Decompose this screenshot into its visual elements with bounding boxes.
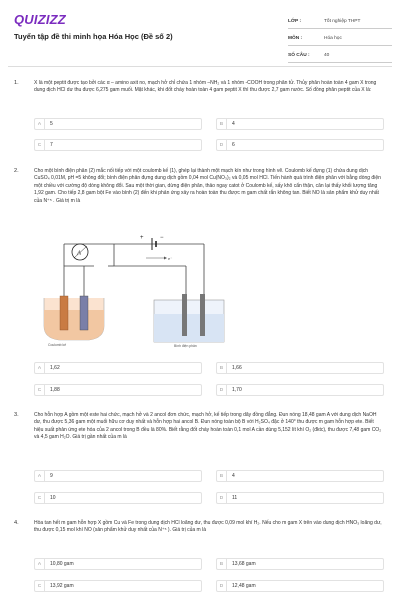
electrolysis-diagram (34, 228, 244, 348)
question-number: 1. (14, 80, 19, 86)
electrode-left (60, 296, 68, 330)
meta-row-subject (288, 31, 392, 46)
question-text: Cho một bình điện phân (2) mắc nối tiếp với một coulomb kế (1), ghép lại thành một mạch kín như trong hình vẽ. Coulomb kế đựng (1) chứa dung dịch CuSO₄ 0,01M, pH =5 không đổi; bình điện phân đựng dung dịch gồm 0,04 mol Cu(NO₃)₂ và 0,05 mol HCl. Tiến hành quá trình điện phân với bằng dòng điện một chiều với cường độ dòng không đổi. Sau một thời gian, dừng điện phân, thảo ngay catot ở Coulomb kế, sấy khô cẩn thận, cân lại thấy khối lượng tăng 1,92 gam. Cho tiếp 2,8 gam bột Fe vào bình (2) đến khi phản ứng xảy ra hoàn toàn thu được m gam chất rắn không tan. Biết NO là sản phẩm khử duy nhất của N⁺⁵ . Giá trị m là (34, 168, 381, 204)
option-text: 7 (50, 142, 53, 148)
option-letter: C (35, 492, 45, 504)
option-text: 1,88 (50, 387, 60, 393)
option-text: 1,66 (232, 365, 242, 371)
option-c[interactable] (34, 139, 202, 151)
option-letter: B (217, 362, 227, 374)
option-letter: D (217, 139, 227, 151)
cell-electrode-left (182, 294, 187, 336)
meta-label: SỐ CÂU : (288, 52, 310, 58)
meta-row-count (288, 48, 392, 63)
question-number: 2. (14, 168, 19, 174)
option-text: 4 (232, 473, 235, 479)
question-number: 4. (14, 520, 19, 526)
option-text: 10 (50, 495, 56, 501)
option-letter: C (35, 580, 45, 592)
cell-electrode-right (200, 294, 205, 336)
option-letter: C (35, 384, 45, 396)
option-letter: A (35, 470, 45, 482)
header-divider (8, 66, 392, 67)
option-text: 6 (232, 142, 235, 148)
option-b[interactable] (216, 558, 384, 570)
option-text: 13,68 gam (232, 561, 256, 567)
option-a[interactable] (34, 558, 202, 570)
option-text: 13,92 gam (50, 583, 74, 589)
option-text: 1,70 (232, 387, 242, 393)
question-text: X là một peptit được tạo bởi các α – amino axit no, mạch hở chỉ chứa 1 nhóm –NH₂ và 1 nhóm -COOH trong phân tử. Thủy phân hoàn toàn 4 gam X trong dung dịch HCl dư thu được 6,275 gam muối. Mặt khác, khi đốt cháy hoàn toàn 4 gam peptit X thì thu được 2,7 gam nước. Số đồng phân peptit của X là: (34, 80, 377, 94)
option-letter: A (35, 558, 45, 570)
option-b[interactable] (216, 470, 384, 482)
svg-text:+: + (140, 235, 144, 241)
option-a[interactable] (34, 470, 202, 482)
option-letter: D (217, 580, 227, 592)
option-c[interactable] (34, 384, 202, 396)
option-letter: D (217, 384, 227, 396)
option-d[interactable] (216, 384, 384, 396)
meta-value: 40 (324, 52, 330, 58)
option-text: 12,48 gam (232, 583, 256, 589)
question-text: Hòa tan hết m gam hỗn hợp X gồm Cu và Fe trong dung dịch HCl loãng dư, thu được 0,09 mol khí H₂. Nếu cho m gam X trên vào dung dịch HNO₃ loãng dư, thu được 0,15 mol khí NO (sản phẩm khử duy nhất của N⁺⁵ ). Giá trị của m là (34, 520, 382, 534)
cell-caption: Bình điện phân (174, 344, 197, 348)
option-letter: D (217, 492, 227, 504)
option-letter: B (217, 470, 227, 482)
page-title: Tuyển tập đề thi minh họa Hóa Học (Đề số 2) (14, 32, 173, 41)
option-text: 10,80 gam (50, 561, 74, 567)
option-b[interactable] (216, 362, 384, 374)
option-b[interactable] (216, 118, 384, 130)
electron-label: e⁻ (168, 256, 173, 261)
quizizz-logo: QUIZIZZ (14, 12, 66, 27)
meta-label: LỚP : (288, 18, 302, 24)
option-d[interactable] (216, 580, 384, 592)
option-text: 9 (50, 473, 53, 479)
electrode-right (80, 296, 88, 330)
ammeter-label: A (77, 249, 81, 257)
question-number: 3. (14, 412, 19, 418)
meta-value: Hóa học (324, 35, 342, 41)
option-text: 11 (232, 495, 238, 501)
worksheet-meta (288, 14, 392, 65)
svg-text:−: − (160, 235, 164, 241)
meta-row-class (288, 14, 392, 29)
option-letter: B (217, 118, 227, 130)
option-d[interactable] (216, 139, 384, 151)
option-text: 4 (232, 121, 235, 127)
option-text: 1,62 (50, 365, 60, 371)
option-text: 5 (50, 121, 53, 127)
meta-label: MÔN : (288, 35, 303, 41)
option-letter: B (217, 558, 227, 570)
option-c[interactable] (34, 580, 202, 592)
question-text: Cho hỗn hợp A gồm một este hai chức, mạch hở và 2 ancol đơn chức, mạch hở, kế tiếp trong dãy đồng đẳng. Đun nóng 18,48 gam A với dung dịch NaOH dư, thu được 5,36 gam một muối hữu cơ duy nhất và hỗn hợp hai ancol B. Đun nóng toàn bộ B với H₂SO₄ đặc ở 140° thu được m gam hỗn hợp ete. Biết hiệu suất phản ứng ete hóa của 2 ancol trong B đều là 80%. Biết rằng đốt cháy hoàn toàn 0,1 mol A cần dùng 5,152 lít khí O₂ (đktc), thu được 7,48 gam CO₂ và 4,5 gam H₂O. Giá trị gần nhất của m là (34, 412, 382, 441)
option-letter: C (35, 139, 45, 151)
option-a[interactable] (34, 362, 202, 374)
meta-value: Tốt nghiệp THPT (324, 18, 361, 24)
option-a[interactable] (34, 118, 202, 130)
option-c[interactable] (34, 492, 202, 504)
option-d[interactable] (216, 492, 384, 504)
option-letter: A (35, 118, 45, 130)
coulomb-caption: Coulomb kế (48, 343, 67, 347)
option-letter: A (35, 362, 45, 374)
